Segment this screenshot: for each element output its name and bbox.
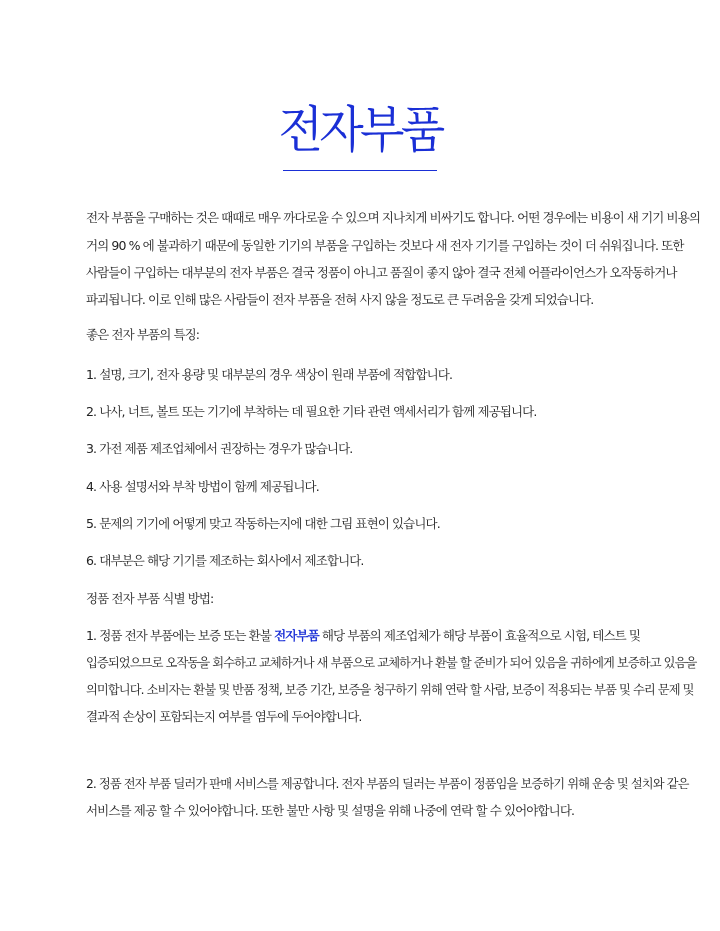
page-title: 전자부품 — [278, 101, 442, 159]
identify-item-1-text: 1. 정품 전자 부품에는 보증 또는 환불 — [86, 628, 275, 643]
feature-item: 1. 설명, 크기, 전자 용량 및 대부분의 경우 색상이 원래 부품에 적합합니다. — [86, 367, 453, 382]
identify-item-1-line — [86, 628, 644, 644]
identify-item-2-line: 2. 정품 전자 부품 딜러가 판매 서비스를 제공합니다. 전자 부품의 딜러는 부품이 정품임을 보증하기 위해 운송 및 설치와 같은 — [86, 777, 689, 791]
title-underline — [283, 170, 437, 171]
identify-item-1-line: 입증되었으므로 오작동을 회수하고 교체하거나 새 부품으로 교체하거나 환불 할 준비가 되어 있음을 귀하에게 보증하고 있음을 — [86, 656, 697, 670]
intro-line: 파괴됩니다. 이로 인해 많은 사람들이 전자 부품을 전혀 사지 않을 정도로 큰 두려움을 갖게 되었습니다. — [86, 292, 594, 307]
feature-item: 5. 문제의 기기에 어떻게 맞고 작동하는지에 대한 그림 표현이 있습니다. — [86, 516, 440, 531]
intro-line: 사람들이 구입하는 대부분의 전자 부품은 결국 정품이 아니고 품질이 좋지 않아 결국 전체 어플라이언스가 오작동하거나 — [86, 265, 677, 280]
feature-item: 4. 사용 설명서와 부착 방법이 함께 제공됩니다. — [86, 479, 319, 494]
feature-item: 2. 나사, 너트, 볼트 또는 기기에 부착하는 데 필요한 기타 관련 액세서리가 함께 제공됩니다. — [86, 404, 537, 419]
identify-heading: 정품 전자 부품 식별 방법: — [86, 591, 214, 606]
identify-item-1-line: 결과적 손상이 포함되는지 여부를 염두에 두어야합니다. — [86, 709, 362, 724]
feature-item: 6. 대부분은 해당 기기를 제조하는 회사에서 제조합니다. — [86, 553, 364, 568]
features-heading: 좋은 전자 부품의 특징: — [86, 327, 200, 342]
keyword-link[interactable]: 전자부품 — [274, 628, 319, 643]
feature-item: 3. 가전 제품 제조업체에서 권장하는 경우가 많습니다. — [86, 441, 353, 456]
intro-line: 거의 90 % 에 불과하기 때문에 동일한 기기의 부품을 구입하는 것보다 새 전자 기기를 구입하는 것이 더 쉬워집니다. 또한 — [86, 238, 684, 253]
identify-item-2-line: 서비스를 제공 할 수 있어야합니다. 또한 불만 사항 및 설명을 위해 나중에 연락 할 수 있어야합니다. — [86, 803, 575, 818]
identify-item-1-line: 의미합니다. 소비자는 환불 및 반품 정책, 보증 기간, 보증을 청구하기 위해 연락 할 사람, 보증이 적용되는 부품 및 수리 문제 및 — [86, 683, 694, 697]
intro-line: 전자 부품을 구매하는 것은 때때로 매우 까다로울 수 있으며 지나치게 비싸기도 합니다. 어떤 경우에는 비용이 새 기기 비용의 — [86, 210, 701, 225]
identify-item-1-text: 해당 부품의 제조업체가 해당 부품이 효율적으로 시험, 테스트 및 — [318, 628, 641, 643]
